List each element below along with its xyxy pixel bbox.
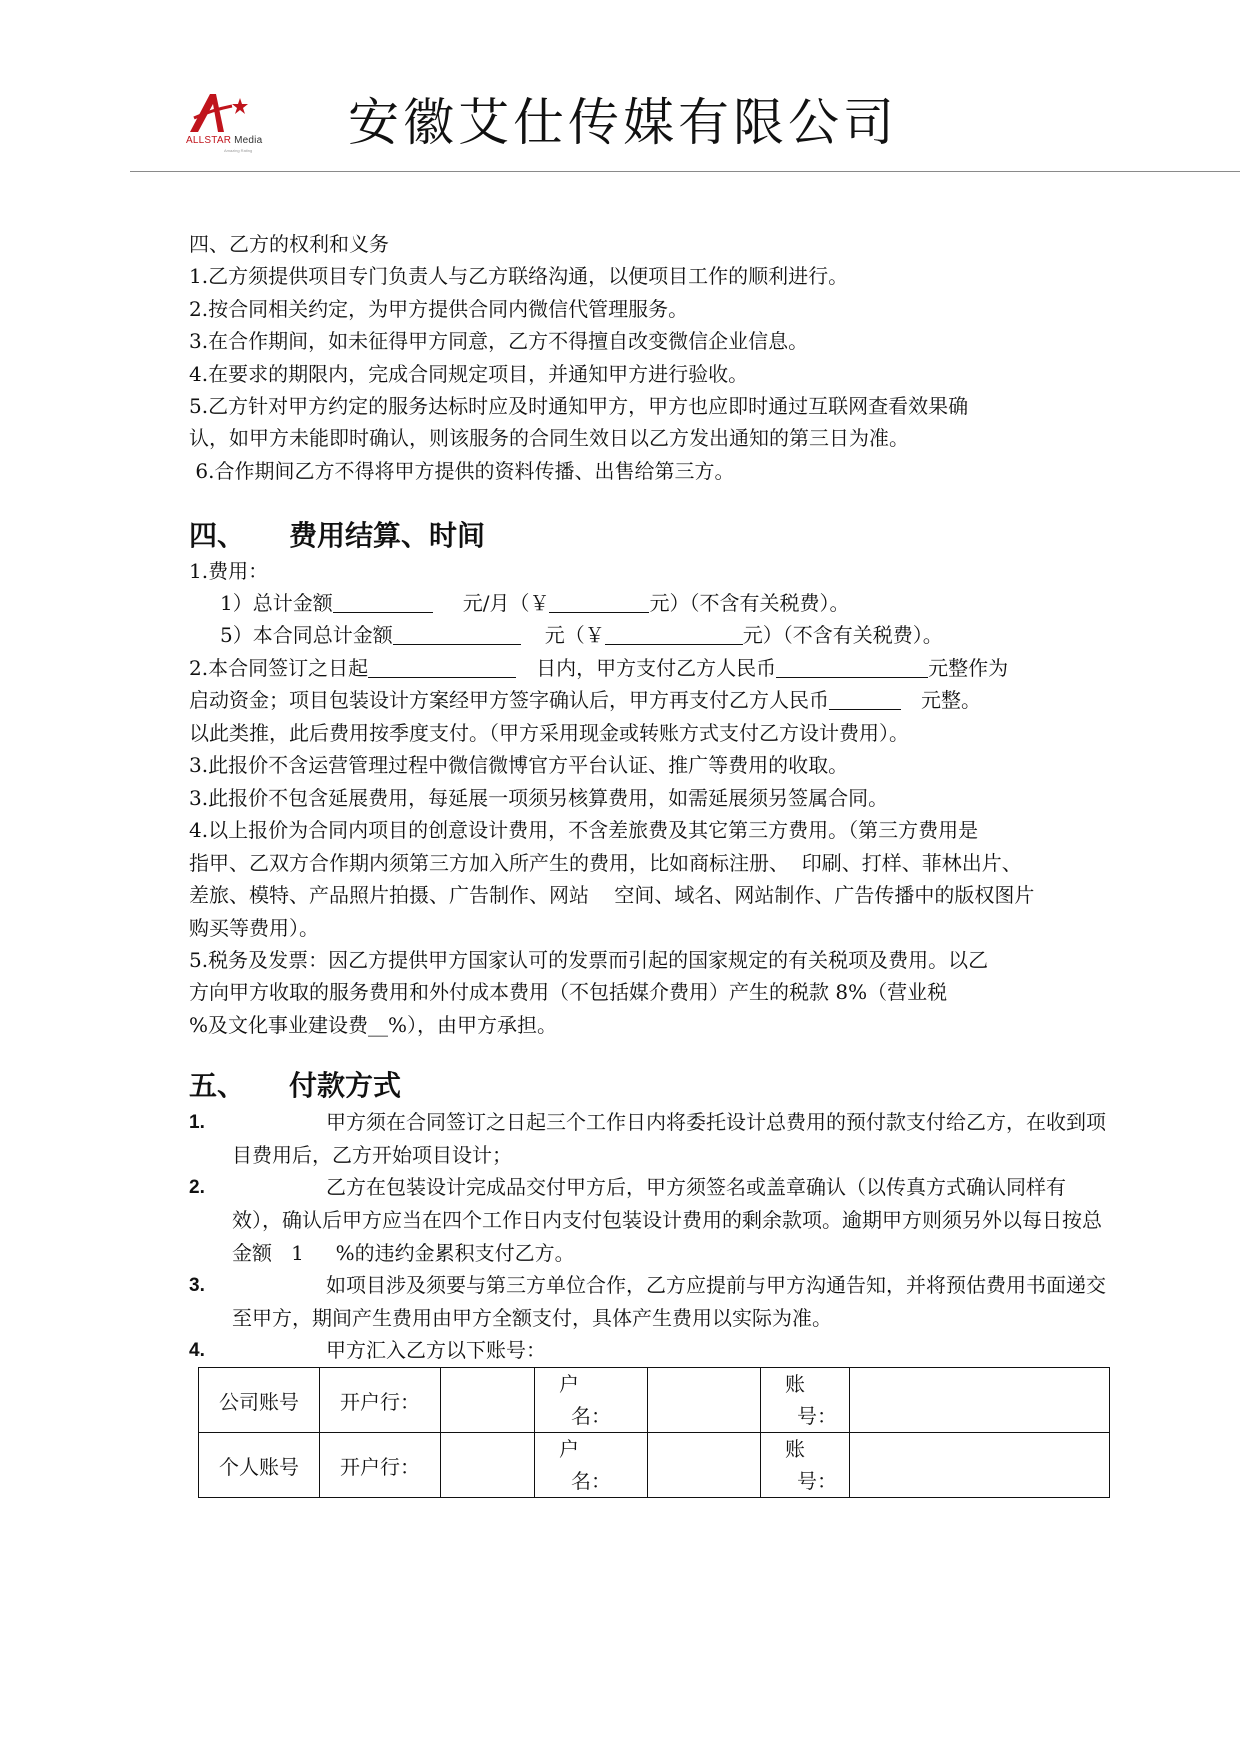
account-name-value-cell[interactable] xyxy=(648,1433,761,1498)
account-number-label-cell: 账 号： xyxy=(761,1433,850,1498)
payment-item: 1. 甲方须在合同签订之日起三个工作日内将委托设计总费用的预付款支付给乙方，在收到项目费用后，乙方开始项目设计； xyxy=(189,1110,1106,1167)
text-line: 方向甲方收取的服务费用和外付成本费用（不包括媒介费用）产生的税款 8%（营业税 xyxy=(189,980,948,1004)
section-title-rights: 四、乙方的权利和义务 xyxy=(189,232,389,256)
bank-label-cell: 开户行： xyxy=(320,1368,441,1433)
section-heading-payment: 五、 付款方式 xyxy=(189,1069,402,1102)
header-rule xyxy=(130,171,1240,172)
account-name-label-cell: 户 名： xyxy=(535,1433,648,1498)
payment-item: 3. 如项目涉及须要与第三方单位合作，乙方应提前与甲方沟通告知，并将预估费用书面递交至甲方，期间产生费用由甲方全额支付，具体产生费用以实际为准。 xyxy=(189,1273,1106,1330)
account-number-value-cell[interactable] xyxy=(850,1433,1110,1498)
account-type-cell: 个人账号 xyxy=(199,1433,320,1498)
account-number-label-cell: 账 号： xyxy=(761,1368,850,1433)
fee-label: 1.费用： xyxy=(189,559,269,583)
text-line: 5.乙方针对甲方约定的服务达标时应及时通知甲方，甲方也应即时通过互联网查看效果确 xyxy=(189,394,969,418)
logo-star-a-icon xyxy=(186,88,256,138)
bank-value-cell[interactable] xyxy=(441,1433,535,1498)
payment-item: 2. 乙方在包装设计完成品交付甲方后，甲方须签名或盖章确认（以传真方式确认同样有效），确认后甲方应当在四个工作日内支付包装设计费用的剩余款项。逾期甲方则须另外以每日按总金额 1 %的违约金累积支付乙方。 xyxy=(189,1175,1102,1265)
text-line: 2.按合同相关约定，为甲方提供合同内微信代管理服务。 xyxy=(189,297,689,321)
payment-terms-line: 2.本合同签订之日起 日内，甲方支付乙方人民币 元整作为 xyxy=(189,656,1009,680)
text-line: 差旅、模特、产品照片拍摄、广告制作、网站 空间、域名、网站制作、广告传播中的版权图片 xyxy=(189,883,1035,907)
payment-terms-line: 启动资金；项目包装设计方案经甲方签字确认后，甲方再支付乙方人民币 元整。 xyxy=(189,688,981,712)
account-name-label-cell: 户 名： xyxy=(535,1368,648,1433)
text-line: 认，如甲方未能即时确认，则该服务的合同生效日以乙方发出通知的第三日为准。 xyxy=(189,426,909,450)
account-table xyxy=(198,1367,1110,1498)
bank-label-cell: 开户行： xyxy=(320,1433,441,1498)
text-line: 指甲、乙双方合作期内须第三方加入所产生的费用，比如商标注册、 印刷、打样、菲林出片、 xyxy=(189,851,1022,875)
text-line: 3.在合作期间，如未征得甲方同意，乙方不得擅自改变微信企业信息。 xyxy=(189,329,809,353)
text-line: 以此类推，此后费用按季度支付。（甲方采用现金或转账方式支付乙方设计费用）。 xyxy=(189,721,909,745)
text-line: 3.此报价不含运营管理过程中微信微博官方平台认证、推广等费用的收取。 xyxy=(189,753,849,777)
fee-item-monthly: 1）总计金额 元/月（￥ 元）（不含有关税费）。 xyxy=(220,591,850,615)
logo-tagline: Amazing Rating xyxy=(224,148,253,153)
fee-item-total: 5）本合同总计金额 元（￥ 元）（不含有关税费）。 xyxy=(220,623,943,647)
section-heading-fees: 四、 费用结算、时间 xyxy=(189,519,486,552)
text-line: 1.乙方须提供项目专门负责人与乙方联络沟通，以便项目工作的顺利进行。 xyxy=(189,264,849,288)
text-line: 5.税务及发票：因乙方提供甲方国家认可的发票而引起的国家规定的有关税项及费用。以乙 xyxy=(189,948,989,972)
text-line: 6.合作期间乙方不得将甲方提供的资料传播、出售给第三方。 xyxy=(189,459,735,483)
text-line: 3.此报价不包含延展费用，每延展一项须另核算费用，如需延展须另签属合同。 xyxy=(189,786,889,810)
payment-item: 4. 甲方汇入乙方以下账号： xyxy=(189,1338,546,1362)
logo-text: ALLSTAR Media xyxy=(186,135,263,146)
account-number-value-cell[interactable] xyxy=(850,1368,1110,1433)
bank-value-cell[interactable] xyxy=(441,1368,535,1433)
account-type-cell: 公司账号 xyxy=(199,1368,320,1433)
text-line: 4.以上报价为合同内项目的创意设计费用，不含差旅费及其它第三方费用。（第三方费用是 xyxy=(189,818,979,842)
company-logo xyxy=(186,88,276,158)
company-name: 安徽艾仕传媒有限公司 xyxy=(348,94,899,153)
text-line: %及文化事业建设费__%），由甲方承担。 xyxy=(189,1013,558,1037)
text-line: 购买等费用）。 xyxy=(189,916,319,940)
table-row xyxy=(199,1433,1110,1498)
account-name-value-cell[interactable] xyxy=(648,1368,761,1433)
text-line: 4.在要求的期限内，完成合同规定项目，并通知甲方进行验收。 xyxy=(189,362,749,386)
table-row xyxy=(199,1368,1110,1433)
